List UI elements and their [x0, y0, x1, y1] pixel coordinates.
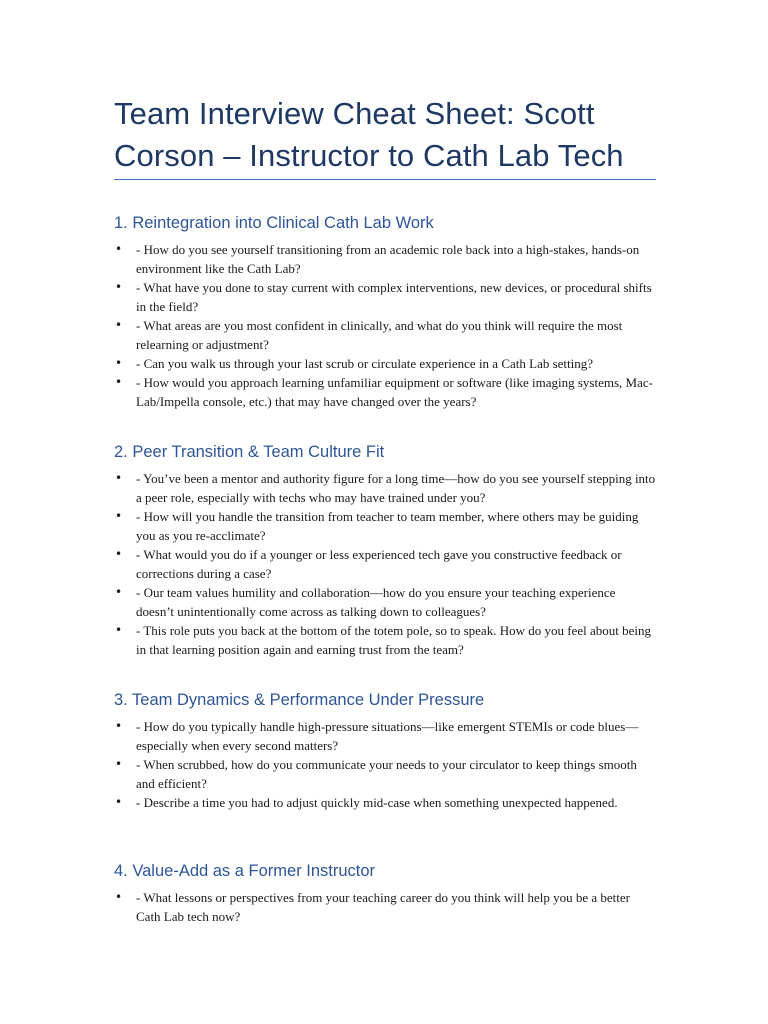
- bullet-icon: •: [115, 471, 123, 485]
- list-item: [114, 316, 656, 354]
- title-divider: [114, 179, 656, 180]
- bullet-icon: •: [115, 242, 123, 256]
- bullet-icon: •: [115, 795, 123, 809]
- list-item: [114, 545, 656, 583]
- question-text: - You’ve been a mentor and authority figure for a long time—how do you see yourself stepping into a peer role, especially with techs who may have trained under you?: [136, 471, 656, 505]
- list-item: [114, 888, 656, 926]
- question-list: [114, 240, 656, 411]
- section-reintegration: [114, 212, 656, 411]
- bullet-icon: •: [115, 318, 123, 332]
- question-text: - How would you approach learning unfamiliar equipment or software (like imaging systems, Mac-Lab/Impella console, etc.) that may have changed over the years?: [136, 375, 653, 409]
- question-list: [114, 888, 656, 926]
- section-team-dynamics: [114, 689, 656, 812]
- bullet-icon: •: [115, 890, 123, 904]
- bullet-icon: •: [115, 719, 123, 733]
- document-title: Team Interview Cheat Sheet: Scott Corson – Instructor to Cath Lab Tech: [114, 96, 624, 173]
- list-item: [114, 354, 656, 373]
- list-item: [114, 507, 656, 545]
- question-text: - Can you walk us through your last scrub or circulate experience in a Cath Lab setting?: [136, 356, 594, 371]
- question-text: - What areas are you most confident in clinically, and what do you think will require the most relearning or adjustment?: [136, 318, 623, 352]
- question-text: - When scrubbed, how do you communicate your needs to your circulator to keep things smooth and efficient?: [136, 757, 637, 791]
- list-item: [114, 755, 656, 793]
- section-heading: 4. Value-Add as a Former Instructor: [114, 862, 376, 880]
- bullet-icon: •: [115, 356, 123, 370]
- question-text: - What lessons or perspectives from your teaching career do you think will help you be a better Cath Lab tech now?: [136, 890, 630, 924]
- section-heading: 2. Peer Transition & Team Culture Fit: [114, 443, 385, 461]
- question-text: - How do you see yourself transitioning from an academic role back into a high-stakes, hands-on environment like the Cath Lab?: [136, 242, 640, 276]
- section-value-add: [114, 860, 656, 926]
- list-item: [114, 717, 656, 755]
- question-text: - What have you done to stay current with complex interventions, new devices, or procedural shifts in the field?: [136, 280, 652, 314]
- question-text: - This role puts you back at the bottom of the totem pole, so to speak. How do you feel about being in that learning position again and earning trust from the team?: [136, 623, 651, 657]
- section-heading: 3. Team Dynamics & Performance Under Pressure: [114, 691, 485, 709]
- question-text: - Describe a time you had to adjust quickly mid-case when something unexpected happened.: [136, 795, 618, 810]
- list-item: [114, 278, 656, 316]
- question-list: [114, 469, 656, 659]
- question-text: - Our team values humility and collaboration—how do you ensure your teaching experience doesn’t unintentionally come across as talking down to colleagues?: [136, 585, 616, 619]
- bullet-icon: •: [115, 375, 123, 389]
- list-item: [114, 373, 656, 411]
- bullet-icon: •: [115, 757, 123, 771]
- list-item: [114, 583, 656, 621]
- question-text: - How do you typically handle high-pressure situations—like emergent STEMIs or code blues—especially when every second matters?: [136, 719, 639, 753]
- section-heading: 1. Reintegration into Clinical Cath Lab Work: [114, 214, 434, 232]
- question-text: - How will you handle the transition from teacher to team member, where others may be guiding you as you re-acclimate?: [136, 509, 639, 543]
- question-list: [114, 717, 656, 812]
- bullet-icon: •: [115, 623, 123, 637]
- list-item: [114, 469, 656, 507]
- bullet-icon: •: [115, 509, 123, 523]
- list-item: [114, 240, 656, 278]
- bullet-icon: •: [115, 547, 123, 561]
- bullet-icon: •: [115, 585, 123, 599]
- list-item: [114, 621, 656, 659]
- list-item: [114, 793, 656, 812]
- section-peer-transition: [114, 441, 656, 659]
- bullet-icon: •: [115, 280, 123, 294]
- question-text: - What would you do if a younger or less experienced tech gave you constructive feedback or corrections during a case?: [136, 547, 622, 581]
